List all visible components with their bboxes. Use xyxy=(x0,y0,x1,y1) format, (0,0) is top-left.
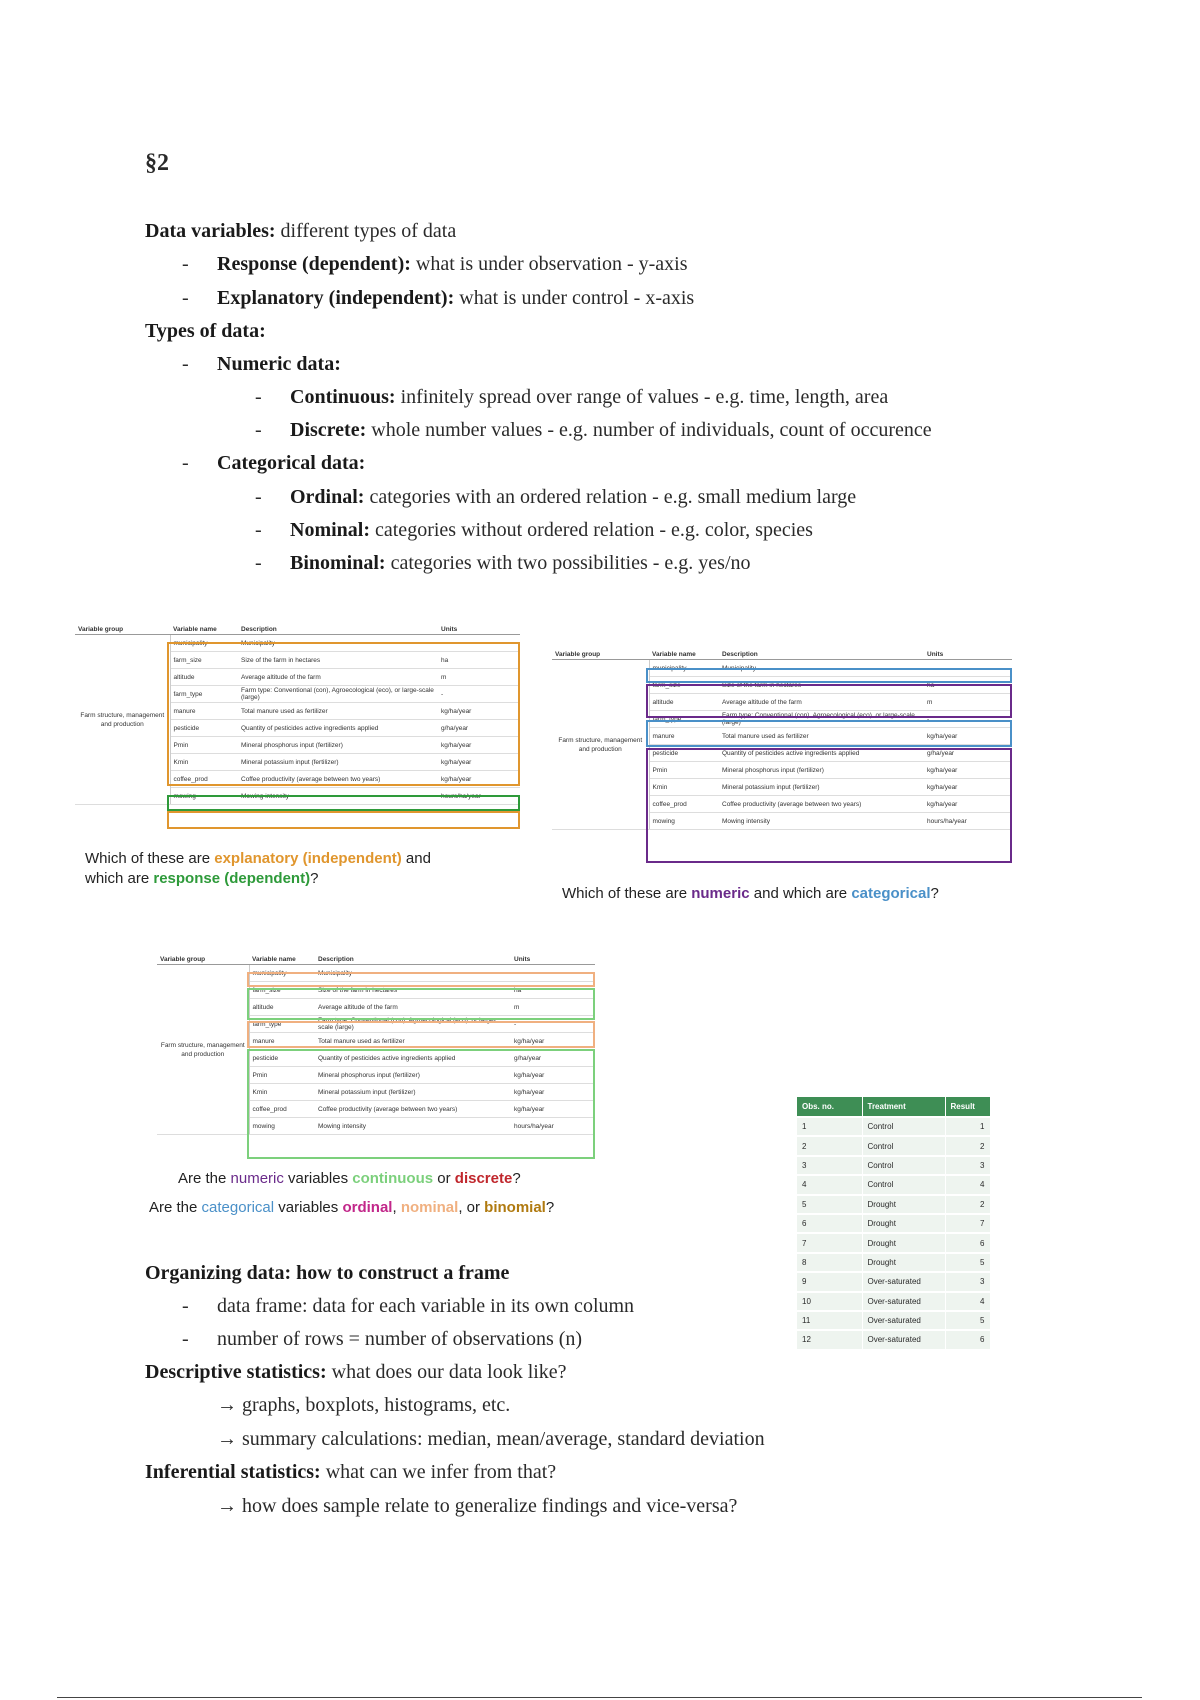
descriptive-item: → summary calculations: median, mean/average, standard deviation xyxy=(217,1428,765,1450)
variable-name-cell: manure xyxy=(249,1033,315,1050)
inferential-item: → how does sample relate to generalize findings and vice-versa? xyxy=(217,1495,738,1517)
discrete-desc: whole number values - e.g. number of individuals, count of occurence xyxy=(366,419,932,441)
description-cell: Farm type: Conventional (con), Agroecological (eco), or large-scale (large) xyxy=(315,1016,511,1033)
units-cell: kg/ha/year xyxy=(438,771,520,788)
caption-text: ? xyxy=(310,870,319,887)
result-cell: 1 xyxy=(945,1117,990,1136)
variable-name-cell: farm_type xyxy=(249,1016,315,1033)
description-cell: Mineral potassium input (fertilizer) xyxy=(238,754,438,771)
response-line xyxy=(217,253,688,276)
units-cell: kg/ha/year xyxy=(511,1067,595,1084)
description-cell: Mowing intensity xyxy=(238,788,438,805)
caption-continuous-discrete xyxy=(178,1170,521,1187)
result-cell: 6 xyxy=(945,1330,990,1348)
units-cell: kg/ha/year xyxy=(438,754,520,771)
descriptive-line xyxy=(145,1361,567,1384)
caption-text: ? xyxy=(545,1199,555,1216)
binominal-term: Binominal: xyxy=(290,552,386,574)
units-cell: - xyxy=(438,686,520,703)
organizing-heading-text: Organizing data: how to construct a frame xyxy=(145,1262,510,1284)
categorical-data-heading xyxy=(217,452,365,475)
header-description: Description xyxy=(315,955,511,965)
table-row xyxy=(797,1117,990,1136)
obs-no-cell: 2 xyxy=(797,1136,862,1155)
units-cell: ha xyxy=(924,677,1012,694)
obs-no-cell: 12 xyxy=(797,1330,862,1348)
header-result: Result xyxy=(945,1097,990,1117)
units-cell: ha xyxy=(511,982,595,999)
treatment-cell: Over-saturated xyxy=(862,1272,945,1291)
variable-name-cell: farm_size xyxy=(249,982,315,999)
description-cell: Average altitude of the farm xyxy=(238,669,438,686)
header-obs-no: Obs. no. xyxy=(797,1097,862,1117)
units-cell: hours/ha/year xyxy=(438,788,520,805)
caption-text: , or xyxy=(458,1199,485,1216)
table-row xyxy=(797,1136,990,1155)
result-cell: 2 xyxy=(945,1195,990,1214)
description-cell: Farm type: Conventional (con), Agroecological (eco), or large-scale (large) xyxy=(719,711,924,728)
result-cell: 6 xyxy=(945,1233,990,1252)
descriptive-desc: what does our data look like? xyxy=(326,1361,567,1383)
units-cell: m xyxy=(511,999,595,1016)
header-variable-name: Variable name xyxy=(649,650,719,660)
header-variable-group: Variable group xyxy=(552,650,649,660)
obs-no-cell: 10 xyxy=(797,1292,862,1311)
binominal-line xyxy=(290,552,751,575)
caption-categorical: categorical xyxy=(851,885,931,902)
caption-text: ? xyxy=(930,885,939,902)
description-cell: Coffee productivity (average between two years) xyxy=(238,771,438,788)
units-cell: kg/ha/year xyxy=(438,737,520,754)
caption-numeric: numeric xyxy=(230,1170,284,1187)
variable-name-cell: coffee_prod xyxy=(170,771,238,788)
caption-text: and which are xyxy=(749,885,852,902)
table-row xyxy=(797,1311,990,1330)
description-cell: Mineral potassium input (fertilizer) xyxy=(315,1084,511,1101)
obs-no-cell: 6 xyxy=(797,1214,862,1233)
units-cell: m xyxy=(438,669,520,686)
variable-name-cell: farm_size xyxy=(170,652,238,669)
variable-table-body xyxy=(552,660,1012,830)
variable-name-cell: altitude xyxy=(170,669,238,686)
variable-name-cell: municipality xyxy=(249,965,315,982)
variable-name-cell: manure xyxy=(649,728,719,745)
caption-text: Which of these are xyxy=(562,885,692,902)
header-units: Units xyxy=(438,625,520,635)
variable-table-body xyxy=(75,635,520,805)
variable-name-cell: mowing xyxy=(170,788,238,805)
result-cell: 4 xyxy=(945,1175,990,1194)
caption-numeric: numeric xyxy=(691,885,750,902)
caption-binomial: binomial xyxy=(484,1199,546,1216)
header-description: Description xyxy=(719,650,924,660)
obs-no-cell: 1 xyxy=(797,1117,862,1136)
explanatory-line xyxy=(217,287,694,310)
caption-nominal: nominal xyxy=(400,1199,459,1216)
units-cell: g/ha/year xyxy=(924,745,1012,762)
variable-name-cell: coffee_prod xyxy=(249,1101,315,1118)
inferential-desc: what can we infer from that? xyxy=(320,1461,557,1483)
description-cell: Quantity of pesticides active ingredients applied xyxy=(719,745,924,762)
variable-name-cell: altitude xyxy=(649,694,719,711)
nominal-desc: categories without ordered relation - e.g. color, species xyxy=(370,519,813,541)
table-row xyxy=(797,1292,990,1311)
result-cell: 5 xyxy=(945,1253,990,1272)
types-of-data-heading-text: Types of data: xyxy=(145,320,266,342)
units-cell: kg/ha/year xyxy=(511,1101,595,1118)
table-row xyxy=(797,1195,990,1214)
result-cell: 7 xyxy=(945,1214,990,1233)
treatment-cell: Control xyxy=(862,1136,945,1155)
caption-text: variables xyxy=(274,1199,343,1216)
obs-no-cell: 5 xyxy=(797,1195,862,1214)
response-term: Response (dependent): xyxy=(217,253,411,275)
header-units: Units xyxy=(511,955,595,965)
bullet-dash: - xyxy=(182,1328,189,1350)
variable-name-cell: mowing xyxy=(249,1118,315,1135)
result-cell: 2 xyxy=(945,1136,990,1155)
treatment-cell: Drought xyxy=(862,1195,945,1214)
result-cell: 5 xyxy=(945,1311,990,1330)
treatment-cell: Drought xyxy=(862,1253,945,1272)
variable-table xyxy=(157,955,595,1135)
explanatory-term: Explanatory (independent): xyxy=(217,287,455,309)
units-cell: - xyxy=(511,1016,595,1033)
bullet-dash: - xyxy=(255,386,262,408)
variable-name-cell: coffee_prod xyxy=(649,796,719,813)
units-cell: - xyxy=(924,660,1012,677)
caption-response: response (dependent) xyxy=(153,870,311,887)
description-cell: Municipality xyxy=(719,660,924,677)
data-variables-desc: different types of data xyxy=(275,220,457,242)
caption-numeric-categorical xyxy=(562,885,939,902)
treatment-cell: Over-saturated xyxy=(862,1311,945,1330)
organizing-item: data frame: data for each variable in its own column xyxy=(217,1295,635,1317)
result-cell: 3 xyxy=(945,1156,990,1175)
ordinal-term: Ordinal: xyxy=(290,486,365,508)
caption-text: Which of these are xyxy=(85,850,215,867)
nominal-line xyxy=(290,519,813,542)
description-cell: Quantity of pesticides active ingredients applied xyxy=(315,1050,511,1067)
data-variables-line xyxy=(145,220,456,243)
table-row xyxy=(797,1233,990,1252)
variable-group-cell: Farm structure, management and production xyxy=(552,660,649,830)
variable-name-cell: Pmin xyxy=(249,1067,315,1084)
descriptive-item: → graphs, boxplots, histograms, etc. xyxy=(217,1394,511,1416)
description-cell: Average altitude of the farm xyxy=(719,694,924,711)
description-cell: Mineral potassium input (fertilizer) xyxy=(719,779,924,796)
inferential-term: Inferential statistics: xyxy=(145,1461,321,1483)
binominal-desc: categories with two possibilities - e.g. yes/no xyxy=(385,552,751,574)
description-cell: Mineral phosphorus input (fertilizer) xyxy=(315,1067,511,1084)
descriptive-term: Descriptive statistics: xyxy=(145,1361,327,1383)
units-cell: - xyxy=(511,965,595,982)
section-number: §2 xyxy=(145,150,169,176)
description-cell: Total manure used as fertilizer xyxy=(238,703,438,720)
header-variable-name: Variable name xyxy=(249,955,315,965)
treatment-cell: Drought xyxy=(862,1233,945,1252)
inferential-line xyxy=(145,1461,556,1484)
organizing-heading xyxy=(145,1262,509,1285)
units-cell: - xyxy=(924,711,1012,728)
treatment-cell: Over-saturated xyxy=(862,1292,945,1311)
types-of-data-heading xyxy=(145,320,266,343)
caption-continuous: continuous xyxy=(352,1170,434,1187)
caption-explanatory-response-2 xyxy=(85,870,318,887)
bullet-dash: - xyxy=(255,552,262,574)
numeric-data-heading xyxy=(217,353,341,376)
result-cell: 4 xyxy=(945,1292,990,1311)
units-cell: kg/ha/year xyxy=(438,703,520,720)
figure-subtypes xyxy=(157,955,595,1160)
observation-table-body xyxy=(797,1117,990,1349)
units-cell: kg/ha/year xyxy=(924,728,1012,745)
obs-no-cell: 7 xyxy=(797,1233,862,1252)
caption-text: Are the xyxy=(178,1170,231,1187)
ordinal-line xyxy=(290,486,856,509)
table-row xyxy=(797,1253,990,1272)
treatment-cell: Control xyxy=(862,1156,945,1175)
obs-no-cell: 8 xyxy=(797,1253,862,1272)
description-cell: Mineral phosphorus input (fertilizer) xyxy=(238,737,438,754)
variable-name-cell: Pmin xyxy=(170,737,238,754)
variable-name-cell: Pmin xyxy=(649,762,719,779)
header-description: Description xyxy=(238,625,438,635)
discrete-line xyxy=(290,419,932,442)
caption-text: variables xyxy=(283,1170,353,1187)
numeric-data-text: Numeric data: xyxy=(217,353,341,375)
description-cell: Mowing intensity xyxy=(315,1118,511,1135)
treatment-cell: Control xyxy=(862,1117,945,1136)
caption-ordinal-nominal-binomial xyxy=(149,1199,554,1216)
description-cell: Size of the farm in hectares xyxy=(719,677,924,694)
treatment-cell: Over-saturated xyxy=(862,1330,945,1348)
data-variables-heading: Data variables: xyxy=(145,220,276,242)
result-cell: 3 xyxy=(945,1272,990,1291)
units-cell: hours/ha/year xyxy=(511,1118,595,1135)
description-cell: Average altitude of the farm xyxy=(315,999,511,1016)
caption-explanatory: explanatory (independent) xyxy=(214,850,402,867)
units-cell: kg/ha/year xyxy=(511,1084,595,1101)
caption-explanatory-response xyxy=(85,850,431,867)
units-cell: kg/ha/year xyxy=(511,1033,595,1050)
bullet-dash: - xyxy=(255,519,262,541)
variable-name-cell: farm_size xyxy=(649,677,719,694)
description-cell: Coffee productivity (average between two years) xyxy=(315,1101,511,1118)
bullet-dash: - xyxy=(182,353,189,375)
variable-name-cell: manure xyxy=(170,703,238,720)
description-cell: Total manure used as fertilizer xyxy=(719,728,924,745)
units-cell: kg/ha/year xyxy=(924,796,1012,813)
caption-categorical: categorical xyxy=(201,1199,275,1216)
description-cell: Municipality xyxy=(315,965,511,982)
variable-name-cell: farm_type xyxy=(170,686,238,703)
header-variable-group: Variable group xyxy=(157,955,249,965)
bullet-dash: - xyxy=(255,486,262,508)
obs-no-cell: 4 xyxy=(797,1175,862,1194)
caption-text: which are xyxy=(85,870,154,887)
variable-name-cell: mowing xyxy=(649,813,719,830)
variable-name-cell: Kmin xyxy=(649,779,719,796)
variable-table xyxy=(552,650,1012,830)
header-treatment: Treatment xyxy=(862,1097,945,1117)
table-row xyxy=(157,965,595,982)
description-cell: Farm type: Conventional (con), Agroecological (eco), or large-scale (large) xyxy=(238,686,438,703)
figure-numeric-categorical xyxy=(552,650,1012,865)
bullet-dash: - xyxy=(182,287,189,309)
units-cell: kg/ha/year xyxy=(924,779,1012,796)
description-cell: Coffee productivity (average between two years) xyxy=(719,796,924,813)
description-cell: Mineral phosphorus input (fertilizer) xyxy=(719,762,924,779)
variable-name-cell: pesticide xyxy=(649,745,719,762)
variable-name-cell: pesticide xyxy=(249,1050,315,1067)
description-cell: Size of the farm in hectares xyxy=(238,652,438,669)
variable-name-cell: Kmin xyxy=(170,754,238,771)
variable-name-cell: farm_type xyxy=(649,711,719,728)
table-row xyxy=(797,1175,990,1194)
variable-name-cell: pesticide xyxy=(170,720,238,737)
description-cell: Mowing intensity xyxy=(719,813,924,830)
table-row xyxy=(797,1214,990,1233)
table-row xyxy=(75,635,520,652)
variable-table-body xyxy=(157,965,595,1135)
caption-ordinal: ordinal xyxy=(342,1199,393,1216)
bullet-dash: - xyxy=(182,253,189,275)
organizing-item: number of rows = number of observations (n) xyxy=(217,1328,583,1350)
units-cell: ha xyxy=(438,652,520,669)
discrete-term: Discrete: xyxy=(290,419,367,441)
caption-text: ? xyxy=(512,1170,521,1187)
nominal-term: Nominal: xyxy=(290,519,370,541)
caption-text: and xyxy=(401,850,431,867)
explanatory-desc: what is under control - x-axis xyxy=(454,287,695,309)
table-row xyxy=(797,1330,990,1348)
bullet-dash: - xyxy=(255,419,262,441)
variable-group-cell: Farm structure, management and production xyxy=(75,635,170,805)
variable-group-cell: Farm structure, management and production xyxy=(157,965,249,1135)
description-cell: Quantity of pesticides active ingredients applied xyxy=(238,720,438,737)
units-cell: - xyxy=(438,635,520,652)
description-cell: Municipality xyxy=(238,635,438,652)
units-cell: g/ha/year xyxy=(511,1050,595,1067)
caption-text: Are the xyxy=(149,1199,202,1216)
bullet-dash: - xyxy=(182,1295,189,1317)
figure-explanatory-response xyxy=(75,625,520,825)
footer-divider xyxy=(57,1697,1142,1698)
header-units: Units xyxy=(924,650,1012,660)
categorical-data-text: Categorical data: xyxy=(217,452,366,474)
variable-name-cell: Kmin xyxy=(249,1084,315,1101)
bullet-dash: - xyxy=(182,452,189,474)
units-cell: m xyxy=(924,694,1012,711)
observation-table xyxy=(797,1097,991,1349)
variable-name-cell: altitude xyxy=(249,999,315,1016)
header-variable-group: Variable group xyxy=(75,625,170,635)
response-desc: what is under observation - y-axis xyxy=(410,253,688,275)
obs-no-cell: 11 xyxy=(797,1311,862,1330)
continuous-desc: infinitely spread over range of values - e.g. time, length, area xyxy=(395,386,889,408)
caption-text: or xyxy=(433,1170,455,1187)
table-row xyxy=(797,1156,990,1175)
treatment-cell: Drought xyxy=(862,1214,945,1233)
units-cell: g/ha/year xyxy=(438,720,520,737)
variable-table xyxy=(75,625,520,805)
table-row xyxy=(552,660,1012,677)
units-cell: hours/ha/year xyxy=(924,813,1012,830)
obs-no-cell: 9 xyxy=(797,1272,862,1291)
table-row xyxy=(797,1272,990,1291)
units-cell: kg/ha/year xyxy=(924,762,1012,779)
explanatory-highlight-box xyxy=(167,811,520,829)
obs-no-cell: 3 xyxy=(797,1156,862,1175)
caption-discrete: discrete xyxy=(454,1170,513,1187)
caption-text: , xyxy=(392,1199,401,1216)
continuous-term: Continuous: xyxy=(290,386,396,408)
continuous-line xyxy=(290,386,888,409)
description-cell: Total manure used as fertilizer xyxy=(315,1033,511,1050)
description-cell: Size of the farm in hectares xyxy=(315,982,511,999)
treatment-cell: Control xyxy=(862,1175,945,1194)
variable-name-cell: municipality xyxy=(649,660,719,677)
variable-name-cell: municipality xyxy=(170,635,238,652)
ordinal-desc: categories with an ordered relation - e.g. small medium large xyxy=(364,486,857,508)
header-variable-name: Variable name xyxy=(170,625,238,635)
